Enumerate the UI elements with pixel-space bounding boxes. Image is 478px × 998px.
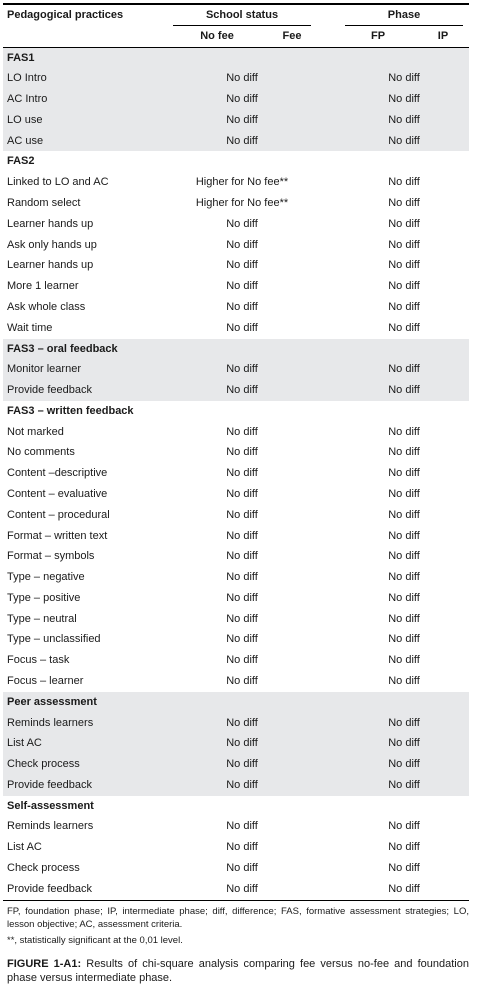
- school-status-result: No diff: [167, 110, 317, 131]
- table-header: [3, 4, 469, 47]
- phase-result: No diff: [388, 862, 420, 875]
- school-status-result: No diff: [226, 529, 258, 542]
- practice-label: Type – unclassified: [7, 633, 101, 646]
- practice-label: Random select: [7, 197, 81, 210]
- practice-label: Provide feedback: [3, 775, 167, 796]
- school-status-result: No diff: [167, 733, 317, 754]
- practice-label: Content –descriptive: [7, 467, 108, 480]
- column-spacer: [317, 359, 339, 380]
- table-body: [3, 47, 469, 900]
- phase-result: No diff: [339, 713, 469, 734]
- practice-label: Focus – task: [7, 654, 70, 667]
- table-row: [3, 422, 469, 443]
- practice-label: Content – procedural: [7, 508, 110, 521]
- section-title: Self-assessment: [7, 799, 94, 812]
- table-row: [3, 172, 469, 193]
- column-spacer: [317, 131, 339, 152]
- column-spacer: [317, 297, 339, 318]
- section-header-row: [3, 796, 469, 817]
- phase-result: No diff: [388, 197, 420, 210]
- table-row: [3, 650, 469, 671]
- header-row-sub: [3, 26, 469, 47]
- school-status-result: No diff: [167, 754, 317, 775]
- school-status-result: No diff: [226, 820, 258, 833]
- school-status-result: No diff: [167, 879, 317, 900]
- school-status-result: No diff: [226, 446, 258, 459]
- table-row: [3, 318, 469, 339]
- table-row: [3, 484, 469, 505]
- phase-result: No diff: [339, 68, 469, 89]
- practice-label: Format – written text: [7, 529, 108, 542]
- school-status-result: No diff: [226, 238, 258, 251]
- table-row: [3, 671, 469, 692]
- column-spacer: [317, 442, 339, 463]
- table-row: [3, 733, 469, 754]
- column-spacer: [317, 526, 339, 547]
- section-header-row: [3, 692, 469, 713]
- column-spacer: [317, 89, 339, 110]
- section-title: FAS2: [7, 155, 35, 168]
- practice-label: Provide feedback: [3, 380, 167, 401]
- column-spacer: [317, 588, 339, 609]
- school-status-result: Higher for No fee**: [195, 176, 289, 189]
- practice-label: No comments: [7, 446, 75, 459]
- phase-result: No diff: [339, 131, 469, 152]
- table-row: [3, 255, 469, 276]
- table-row: [3, 442, 469, 463]
- section-header-row: [3, 401, 469, 422]
- school-status-result: Higher for No fee**: [195, 197, 289, 210]
- column-spacer: [317, 193, 339, 214]
- phase-result: No diff: [388, 841, 420, 854]
- school-status-result: No diff: [226, 280, 258, 293]
- column-spacer: [317, 609, 339, 630]
- header-practices: Pedagogical practices: [3, 4, 167, 26]
- table-row: [3, 526, 469, 547]
- table-row: [3, 546, 469, 567]
- phase-result: No diff: [339, 879, 469, 900]
- section-header-row: [3, 47, 469, 68]
- phase-result: No diff: [388, 487, 420, 500]
- school-status-result: No diff: [226, 862, 258, 875]
- school-status-result: No diff: [226, 467, 258, 480]
- column-spacer: [317, 422, 339, 443]
- practice-label: List AC: [7, 841, 42, 854]
- practice-label: Type – positive: [7, 591, 81, 604]
- phase-result: No diff: [388, 425, 420, 438]
- phase-result: No diff: [388, 446, 420, 459]
- table-row: [3, 567, 469, 588]
- school-status-result: No diff: [226, 654, 258, 667]
- column-spacer: [317, 754, 339, 775]
- column-spacer: [317, 68, 339, 89]
- column-spacer: [317, 650, 339, 671]
- column-spacer: [317, 713, 339, 734]
- phase-result: No diff: [388, 550, 420, 563]
- practice-label: Check process: [7, 862, 80, 875]
- phase-result: No diff: [388, 612, 420, 625]
- table-row: [3, 713, 469, 734]
- phase-result: No diff: [388, 217, 420, 230]
- table-row: [3, 110, 469, 131]
- table-row: [3, 816, 469, 837]
- table-row: [3, 359, 469, 380]
- practice-label: More 1 learner: [7, 280, 79, 293]
- school-status-result: No diff: [226, 217, 258, 230]
- header-fee: Fee: [267, 26, 317, 47]
- school-status-result: No diff: [167, 380, 317, 401]
- phase-result: No diff: [388, 654, 420, 667]
- column-spacer: [317, 671, 339, 692]
- column-spacer: [317, 235, 339, 256]
- table-row: [3, 837, 469, 858]
- column-spacer: [317, 733, 339, 754]
- table-row: [3, 68, 469, 89]
- table-row: [3, 276, 469, 297]
- practice-label: Learner hands up: [7, 259, 94, 272]
- phase-result: No diff: [339, 754, 469, 775]
- footnote-significance: **, statistically significant at the 0,01 level.: [7, 934, 183, 946]
- table-row: [3, 463, 469, 484]
- school-status-result: No diff: [226, 591, 258, 604]
- school-status-result: No diff: [226, 508, 258, 521]
- column-spacer: [317, 546, 339, 567]
- practice-label: Focus – learner: [7, 675, 84, 687]
- header-sub-spacer: [317, 26, 339, 47]
- school-status-result: No diff: [167, 89, 317, 110]
- phase-result: No diff: [388, 633, 420, 646]
- phase-result: No diff: [388, 259, 420, 272]
- caption-label: FIGURE 1-A1:: [7, 957, 82, 970]
- column-spacer: [317, 276, 339, 297]
- phase-result: No diff: [339, 110, 469, 131]
- table-row: [3, 775, 469, 796]
- header-ip: IP: [417, 26, 469, 47]
- practice-label: Provide feedback: [3, 879, 167, 900]
- phase-result: No diff: [388, 467, 420, 480]
- phase-result: No diff: [339, 733, 469, 754]
- column-spacer: [317, 172, 339, 193]
- header-no-fee: No fee: [167, 26, 267, 47]
- table-row: [3, 89, 469, 110]
- column-spacer: [317, 255, 339, 276]
- school-status-result: No diff: [226, 675, 258, 687]
- practice-label: Reminds learners: [7, 820, 94, 833]
- table-row: [3, 235, 469, 256]
- column-spacer: [317, 837, 339, 858]
- practice-label: LO use: [3, 110, 167, 131]
- phase-result: No diff: [388, 591, 420, 604]
- table-row: [3, 193, 469, 214]
- table-row: [3, 297, 469, 318]
- practice-label: Ask whole class: [7, 300, 86, 313]
- phase-result: No diff: [388, 321, 420, 334]
- practice-label: Reminds learners: [3, 713, 167, 734]
- column-spacer: [317, 380, 339, 401]
- section-header-row: [3, 339, 469, 360]
- practice-label: Learner hands up: [7, 217, 94, 230]
- results-table: [3, 3, 469, 901]
- column-spacer: [317, 567, 339, 588]
- practice-label: Not marked: [7, 425, 64, 438]
- practice-label: List AC: [3, 733, 167, 754]
- school-status-result: No diff: [167, 775, 317, 796]
- school-status-result: No diff: [226, 259, 258, 272]
- table-row: [3, 754, 469, 775]
- header-phase: Phase: [339, 4, 469, 26]
- footnote-abbreviations: FP, foundation phase; IP, intermediate phase; diff, difference; FAS, formative assessment strategies; LO, lesson objective; AC, assessment criteria.: [7, 905, 469, 930]
- header-sub-blank: [3, 26, 167, 47]
- table-row: [3, 380, 469, 401]
- column-spacer: [317, 463, 339, 484]
- table-row: [3, 214, 469, 235]
- school-status-result: No diff: [226, 487, 258, 500]
- phase-result: No diff: [388, 280, 420, 293]
- school-status-result: No diff: [167, 359, 317, 380]
- column-spacer: [317, 110, 339, 131]
- table-row: [3, 879, 469, 900]
- column-spacer: [317, 879, 339, 900]
- practice-label: AC Intro: [3, 89, 167, 110]
- phase-result: No diff: [388, 675, 420, 687]
- section-title: FAS1: [3, 47, 469, 68]
- table-row: [3, 629, 469, 650]
- practice-label: Monitor learner: [3, 359, 167, 380]
- header-fp: FP: [339, 26, 417, 47]
- column-spacer: [317, 775, 339, 796]
- header-school-status: School status: [167, 4, 317, 26]
- school-status-result: No diff: [167, 713, 317, 734]
- practice-label: Linked to LO and AC: [7, 176, 109, 189]
- column-spacer: [317, 484, 339, 505]
- phase-result: No diff: [388, 529, 420, 542]
- section-header-row: [3, 151, 469, 172]
- phase-result: No diff: [388, 176, 420, 189]
- column-spacer: [317, 318, 339, 339]
- school-status-result: No diff: [226, 550, 258, 563]
- section-title: FAS3 – oral feedback: [3, 339, 469, 360]
- table-row: [3, 131, 469, 152]
- column-spacer: [317, 214, 339, 235]
- practice-label: Ask only hands up: [7, 238, 97, 251]
- column-spacer: [317, 505, 339, 526]
- phase-result: No diff: [388, 820, 420, 833]
- section-title: FAS3 – written feedback: [7, 404, 134, 417]
- school-status-result: No diff: [226, 841, 258, 854]
- table-row: [3, 858, 469, 879]
- header-row-groups: [3, 4, 469, 26]
- table-row: [3, 609, 469, 630]
- phase-result: No diff: [388, 238, 420, 251]
- phase-result: No diff: [388, 300, 420, 313]
- school-status-result: No diff: [167, 68, 317, 89]
- phase-result: No diff: [339, 775, 469, 796]
- phase-result: No diff: [339, 380, 469, 401]
- phase-result: No diff: [339, 89, 469, 110]
- caption-text: Results of chi-square analysis comparing fee versus no-fee and foundation phase versus intermediate phase.: [7, 957, 469, 984]
- practice-label: Check process: [3, 754, 167, 775]
- practice-label: Type – neutral: [7, 612, 77, 625]
- column-spacer: [317, 629, 339, 650]
- phase-result: No diff: [339, 359, 469, 380]
- practice-label: Content – evaluative: [7, 487, 108, 500]
- column-spacer: [317, 816, 339, 837]
- school-status-result: No diff: [226, 571, 258, 584]
- practice-label: Wait time: [7, 321, 53, 334]
- header-spacer: [317, 4, 339, 26]
- practice-label: Type – negative: [7, 571, 85, 584]
- school-status-result: No diff: [226, 300, 258, 313]
- school-status-result: No diff: [226, 612, 258, 625]
- figure: [3, 0, 469, 985]
- phase-result: No diff: [388, 571, 420, 584]
- school-status-result: No diff: [167, 131, 317, 152]
- section-title: Peer assessment: [3, 692, 469, 713]
- school-status-result: No diff: [226, 425, 258, 438]
- phase-result: No diff: [388, 508, 420, 521]
- table-row: [3, 588, 469, 609]
- practice-label: Format – symbols: [7, 550, 95, 563]
- school-status-result: No diff: [226, 633, 258, 646]
- column-spacer: [317, 858, 339, 879]
- table-row: [3, 505, 469, 526]
- practice-label: AC use: [3, 131, 167, 152]
- school-status-result: No diff: [226, 321, 258, 334]
- figure-caption: [3, 957, 469, 985]
- practice-label: LO Intro: [3, 68, 167, 89]
